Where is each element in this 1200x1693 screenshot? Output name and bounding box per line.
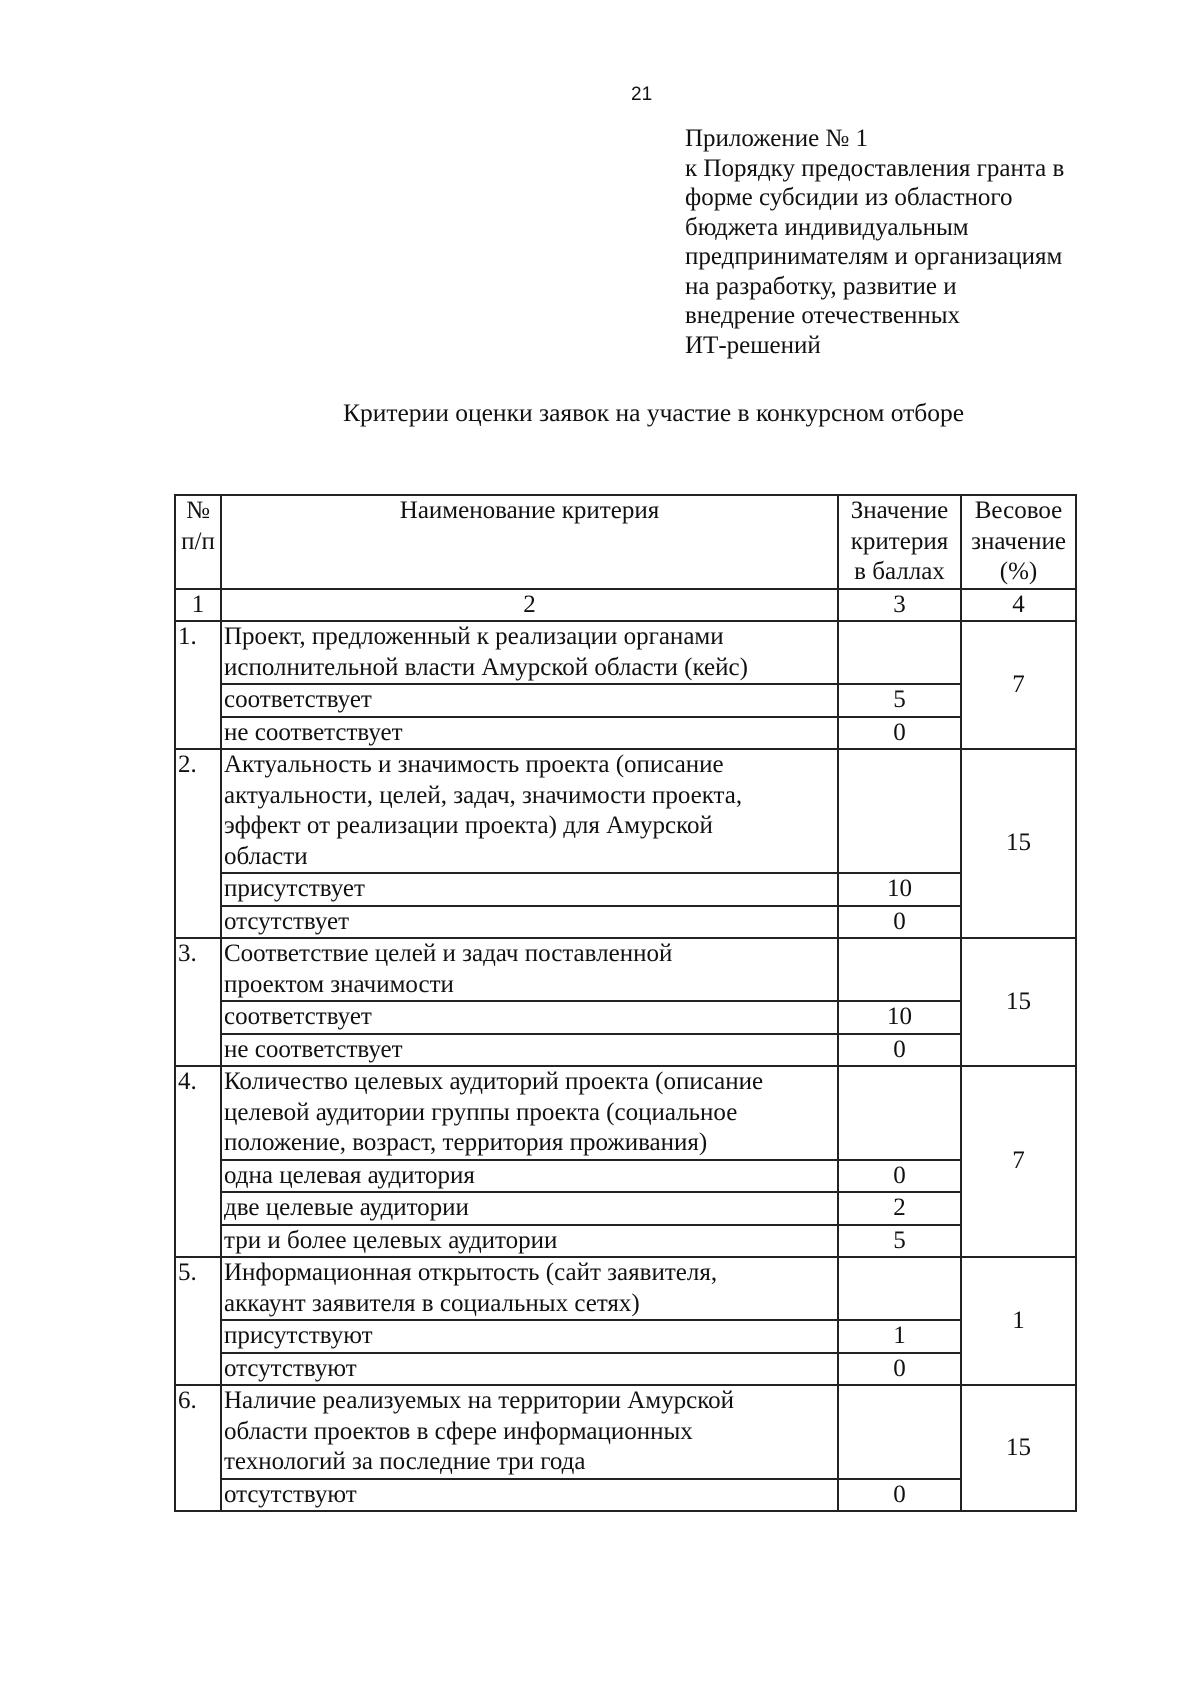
- header-num-line: №: [186, 497, 210, 524]
- option-score: 10: [838, 1001, 961, 1034]
- appendix-line: бюджета индивидуальным: [685, 213, 969, 241]
- appendix-line: форме субсидии из областного: [685, 184, 1013, 211]
- header-score-line: Значение: [850, 497, 949, 524]
- criterion-name-line: Наличие реализуемых на территории Амурской: [224, 1387, 735, 1414]
- column-index: 2: [221, 589, 838, 622]
- header-score-line: критерия: [850, 527, 949, 555]
- option-label: присутствуют: [221, 1320, 838, 1353]
- criterion-option-row: [175, 906, 1076, 939]
- header-name: [221, 495, 838, 589]
- criterion-name: [221, 621, 838, 684]
- option-label: соответствует: [221, 684, 838, 717]
- criterion-option-row: [175, 1320, 1076, 1353]
- criterion-weight: 15: [961, 1385, 1076, 1511]
- criterion-name-line: аккаунт заявителя в социальных сетях): [224, 1289, 640, 1317]
- criterion-name-line: исполнительной власти Амурской области (кейс): [224, 653, 748, 681]
- option-label: не соответствует: [221, 1034, 838, 1067]
- criterion-name-line: Проект, предложенный к реализации органами: [224, 623, 724, 650]
- criterion-name: [221, 1385, 838, 1479]
- criterion-name-line: положение, возраст, территория проживания): [224, 1129, 708, 1156]
- criterion-name: [221, 1257, 838, 1320]
- criterion-weight: 15: [961, 749, 1076, 938]
- criterion-row: [175, 621, 1076, 684]
- criterion-option-row: [175, 873, 1076, 906]
- header-score: [838, 495, 961, 589]
- criterion-number: 4.: [175, 1066, 221, 1257]
- option-label: отсутствует: [221, 906, 838, 939]
- criterion-name: [221, 749, 838, 873]
- column-index: 3: [838, 589, 961, 622]
- criterion-name-line: актуальности, целей, задач, значимости проекта,: [224, 781, 743, 809]
- criterion-name-line: проектом значимости: [224, 970, 454, 998]
- option-score: 0: [838, 906, 961, 939]
- appendix-line: Приложение № 1: [685, 125, 869, 152]
- header-num-line: п/п: [181, 527, 215, 555]
- criterion-name-line: технологий за последние три года: [224, 1448, 586, 1475]
- column-index: 4: [961, 589, 1076, 622]
- option-label: не соответствует: [221, 717, 838, 750]
- appendix-line: ИТ-решений: [685, 331, 821, 359]
- criterion-score-empty: [838, 1257, 961, 1320]
- document-title: Критерии оценки заявок на участие в конкурсном отборе: [342, 398, 965, 427]
- option-score: 5: [838, 684, 961, 717]
- criterion-name-line: области: [224, 842, 308, 870]
- criterion-score-empty: [838, 1385, 961, 1479]
- header-num: [175, 495, 221, 589]
- criterion-row: [175, 938, 1076, 1001]
- criterion-name: [221, 938, 838, 1001]
- criteria-table: [174, 494, 1077, 1512]
- option-score: 0: [838, 1353, 961, 1386]
- criterion-name-line: области проектов в сфере информационных: [224, 1417, 693, 1445]
- criterion-row: [175, 749, 1076, 873]
- header-score-line: в баллах: [854, 558, 945, 585]
- criterion-name-line: целевой аудитории группы проекта (социальное: [224, 1098, 738, 1126]
- criterion-weight: 7: [961, 621, 1076, 749]
- option-score: 0: [838, 1034, 961, 1067]
- page-number: 21: [631, 84, 653, 105]
- option-label: две целевые аудитории: [221, 1192, 838, 1225]
- option-score: 5: [838, 1225, 961, 1258]
- option-label: присутствует: [221, 873, 838, 906]
- criterion-number: 1.: [175, 621, 221, 749]
- criterion-option-row: [175, 1160, 1076, 1193]
- appendix-line: внедрение отечественных: [685, 302, 961, 329]
- header-name-text: Наименование критерия: [399, 497, 660, 524]
- criterion-name-line: Количество целевых аудиторий проекта (описание: [224, 1068, 764, 1095]
- criterion-row: [175, 1257, 1076, 1320]
- appendix-line: предпринимателям и организациям: [685, 243, 1063, 270]
- header-weight-line: (%): [999, 558, 1038, 585]
- option-score: 0: [838, 717, 961, 750]
- criterion-name-line: эффект от реализации проекта) для Амурской: [224, 812, 713, 839]
- option-label: отсутствуют: [221, 1353, 838, 1386]
- criterion-option-row: [175, 684, 1076, 717]
- criterion-option-row: [175, 1192, 1076, 1225]
- criterion-score-empty: [838, 1066, 961, 1160]
- criterion-score-empty: [838, 749, 961, 873]
- header-weight-line: Весовое: [974, 497, 1063, 524]
- criterion-option-row: [175, 1225, 1076, 1258]
- criterion-option-row: [175, 717, 1076, 750]
- option-score: 1: [838, 1320, 961, 1353]
- criterion-score-empty: [838, 621, 961, 684]
- criterion-option-row: [175, 1034, 1076, 1067]
- criterion-number: 3.: [175, 938, 221, 1066]
- column-index-row: [175, 589, 1076, 622]
- criterion-name-line: Информационная открытость (сайт заявителя,: [224, 1259, 718, 1286]
- option-label: три и более целевых аудитории: [221, 1225, 838, 1258]
- header-weight: [961, 495, 1076, 589]
- criterion-row: [175, 1385, 1076, 1479]
- criterion-number: 2.: [175, 749, 221, 938]
- criterion-score-empty: [838, 938, 961, 1001]
- criterion-weight: 15: [961, 938, 1076, 1066]
- option-label: отсутствуют: [221, 1479, 838, 1512]
- appendix-line: на разработку, развитие и: [685, 272, 957, 300]
- criterion-option-row: [175, 1479, 1076, 1512]
- column-index: 1: [175, 589, 221, 622]
- criterion-name: [221, 1066, 838, 1160]
- criterion-weight: 1: [961, 1257, 1076, 1385]
- criterion-option-row: [175, 1001, 1076, 1034]
- criterion-row: [175, 1066, 1076, 1160]
- criterion-name-line: Соответствие целей и задач поставленной: [224, 940, 673, 967]
- option-score: 0: [838, 1479, 961, 1512]
- appendix-line: к Порядку предоставления гранта в: [685, 154, 1065, 182]
- criterion-number: 6.: [175, 1385, 221, 1511]
- option-score: 2: [838, 1192, 961, 1225]
- option-label: одна целевая аудитория: [221, 1160, 838, 1193]
- criterion-name-line: Актуальность и значимость проекта (описание: [224, 751, 724, 778]
- header-weight-line: значение: [971, 527, 1066, 555]
- appendix-heading: [685, 124, 1125, 360]
- option-score: 0: [838, 1160, 961, 1193]
- option-label: соответствует: [221, 1001, 838, 1034]
- criterion-number: 5.: [175, 1257, 221, 1385]
- table-header-row: [175, 495, 1076, 589]
- option-score: 10: [838, 873, 961, 906]
- criterion-weight: 7: [961, 1066, 1076, 1257]
- criterion-option-row: [175, 1353, 1076, 1386]
